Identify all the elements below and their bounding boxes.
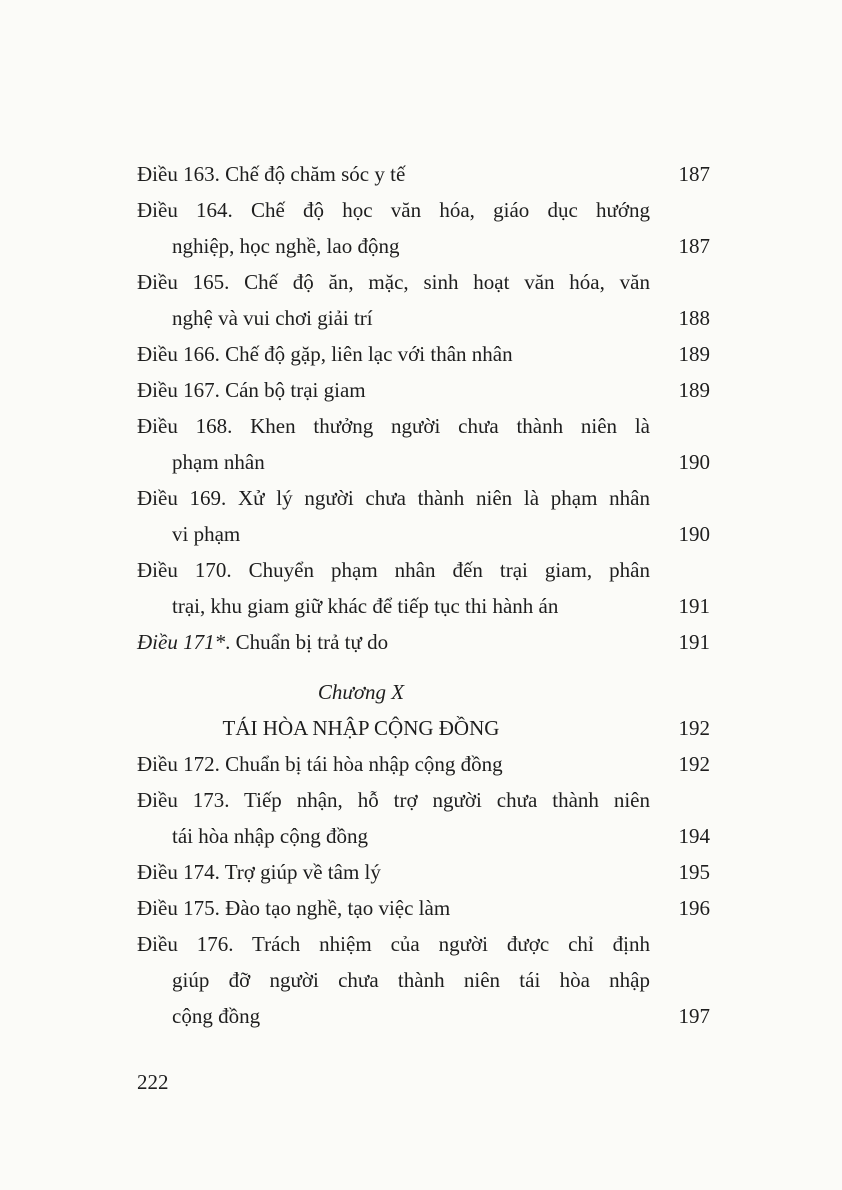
toc-line — [137, 552, 710, 588]
toc-entry-text: trại, khu giam giữ khác để tiếp tục thi hành án — [172, 594, 559, 618]
toc-entry-text: nghiệp, học nghề, lao động — [172, 234, 400, 258]
toc-page-ref: 189 — [678, 378, 710, 402]
toc-line — [137, 192, 710, 228]
toc-page-ref: 194 — [678, 824, 710, 848]
toc-page-ref: 195 — [678, 860, 710, 884]
toc-page-ref: 192 — [678, 716, 710, 740]
toc-page-ref: 187 — [678, 162, 710, 186]
toc-line — [137, 516, 710, 552]
toc-page-ref: 191 — [678, 594, 710, 618]
toc-page-ref: 187 — [678, 234, 710, 258]
toc-entry-text: Điều 165. Chế độ ăn, mặc, sinh hoạt văn hóa, văn — [137, 270, 650, 294]
toc-entry-text: Điều 172. Chuẩn bị tái hòa nhập cộng đồng — [137, 752, 503, 776]
toc-entry-text: Điều 170. Chuyển phạm nhân đến trại giam, phân — [137, 558, 650, 582]
chapter-label-line — [137, 674, 710, 710]
toc-line — [137, 300, 710, 336]
toc-entry-text: giúp đỡ người chưa thành niên tái hòa nhập — [172, 968, 650, 992]
toc-line — [137, 372, 710, 408]
toc-page-ref: 190 — [678, 522, 710, 546]
toc-line — [137, 624, 710, 660]
toc-entry-text: Điều 167. Cán bộ trại giam — [137, 378, 366, 402]
toc-page-ref: 196 — [678, 896, 710, 920]
toc-entry-text: nghệ và vui chơi giải trí — [172, 306, 373, 330]
toc-line — [137, 336, 710, 372]
toc-line — [137, 782, 710, 818]
toc-entry-text: Điều 166. Chế độ gặp, liên lạc với thân nhân — [137, 342, 513, 366]
toc-page-ref: 190 — [678, 450, 710, 474]
toc-line — [137, 746, 710, 782]
toc-line — [137, 854, 710, 890]
toc-line — [137, 408, 710, 444]
toc-line — [137, 156, 710, 192]
toc-line — [137, 588, 710, 624]
toc-line — [137, 264, 710, 300]
toc-entry-text: tái hòa nhập cộng đồng — [172, 824, 368, 848]
toc-entry-text: Điều 176. Trách nhiệm của người được chỉ định — [137, 932, 650, 956]
chapter-title-line — [137, 710, 710, 746]
toc-line — [137, 818, 710, 854]
toc-entry-text: Điều 168. Khen thưởng người chưa thành niên là — [137, 414, 650, 438]
toc-line — [137, 998, 710, 1034]
toc-entry-text: Điều 174. Trợ giúp về tâm lý — [137, 860, 381, 884]
chapter-title: TÁI HÒA NHẬP CỘNG ĐỒNG — [222, 716, 500, 740]
toc-entry-text: phạm nhân — [172, 450, 265, 474]
toc-line — [137, 228, 710, 264]
toc-page-ref: 197 — [678, 1004, 710, 1028]
toc-entry-text: vi phạm — [172, 522, 241, 546]
toc-line — [137, 480, 710, 516]
toc-line — [137, 890, 710, 926]
toc-page-ref: 188 — [678, 306, 710, 330]
toc-page-ref: 192 — [678, 752, 710, 776]
toc-entry-text: cộng đồng — [172, 1004, 261, 1028]
toc-entry-text: Điều 163. Chế độ chăm sóc y tế — [137, 162, 406, 186]
toc-entry-text — [137, 624, 388, 660]
toc-entry-text: Điều 173. Tiếp nhận, hỗ trợ người chưa thành niên — [137, 788, 650, 812]
toc-page-ref: 189 — [678, 342, 710, 366]
toc-entry-article-italic: Điều 171* — [137, 630, 226, 654]
toc-line — [137, 962, 710, 998]
folio-page-number: 222 — [137, 1070, 169, 1094]
toc-line — [137, 444, 710, 480]
toc-entry-text: Điều 175. Đào tạo nghề, tạo việc làm — [137, 896, 451, 920]
toc-line — [137, 926, 710, 962]
toc-page-ref: 191 — [678, 630, 710, 654]
toc-entry-text: Điều 164. Chế độ học văn hóa, giáo dục hướng — [137, 198, 650, 222]
chapter-label: Chương X — [317, 680, 405, 704]
toc-entry-rest: . Chuẩn bị trả tự do — [225, 630, 389, 654]
toc-entry-text: Điều 169. Xử lý người chưa thành niên là phạm nhân — [137, 486, 650, 510]
